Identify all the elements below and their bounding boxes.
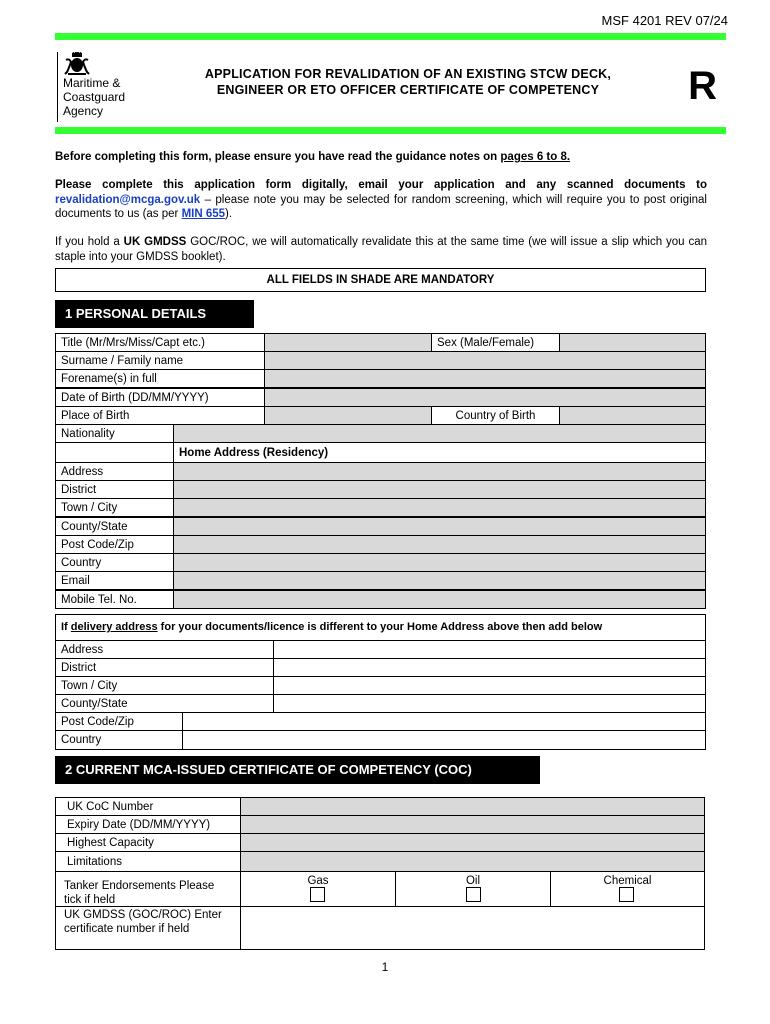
cob-label: Country of Birth	[431, 406, 560, 425]
delivery-address-label: Address	[55, 640, 274, 659]
tanker-chemical-checkbox[interactable]	[619, 887, 634, 902]
mandatory-fields-note: ALL FIELDS IN SHADE ARE MANDATORY	[55, 268, 706, 292]
delivery-district-label: District	[55, 658, 274, 677]
form-reference: MSF 4201 REV 07/24	[601, 13, 728, 28]
intro-gmdss	[55, 235, 707, 264]
home-country-field[interactable]	[173, 553, 706, 572]
delivery-postcode-label: Post Code/Zip	[55, 712, 183, 731]
home-address-label: Address	[55, 462, 174, 481]
tanker-gas-label: Gas	[307, 875, 329, 887]
surname-label: Surname / Family name	[55, 351, 265, 370]
form-title-line-1: APPLICATION FOR REVALIDATION OF AN EXISTING STCW DECK,	[204, 67, 612, 81]
mobile-label: Mobile Tel. No.	[55, 590, 174, 609]
delivery-postcode-field[interactable]	[182, 712, 706, 731]
intro-submission	[55, 178, 707, 222]
min-655-link[interactable]: MIN 655	[181, 208, 226, 220]
gmdss-bold: UK GMDSS	[123, 236, 187, 248]
email-label: Email	[55, 571, 174, 590]
nationality-label: Nationality	[55, 424, 174, 443]
logo-line-3: Agency	[63, 104, 104, 118]
submission-text-3: ).	[225, 208, 233, 220]
delivery-country-field[interactable]	[182, 730, 706, 750]
pob-field[interactable]	[264, 406, 432, 425]
coc-capacity-label: Highest Capacity	[55, 833, 241, 852]
home-town-field[interactable]	[173, 498, 706, 517]
delivery-country-label: Country	[55, 730, 183, 750]
gmdss-text-2: GOC/ROC, we will automatically revalidate this at the same time (we will issue a slip which you can staple into your GMDSS booklet).	[55, 236, 707, 263]
logo-line-1: Maritime &	[63, 76, 121, 90]
coc-number-field[interactable]	[240, 797, 705, 816]
tanker-oil-checkbox[interactable]	[466, 887, 481, 902]
home-postcode-field[interactable]	[173, 535, 706, 554]
email-field[interactable]	[173, 571, 706, 590]
intro-guidance	[55, 150, 707, 165]
tanker-oil-label: Oil	[465, 875, 481, 887]
delivery-note-suffix: for your documents/licence is different to your Home Address above then add below	[157, 621, 603, 633]
delivery-town-label: Town / City	[55, 676, 274, 695]
coc-limitations-field[interactable]	[240, 851, 705, 872]
delivery-address-field[interactable]	[273, 640, 706, 659]
home-district-label: District	[55, 480, 174, 499]
home-county-field[interactable]	[173, 517, 706, 536]
coc-limitations-label: Limitations	[55, 851, 241, 872]
dob-field[interactable]	[264, 388, 706, 407]
header-bottom-bar	[55, 127, 726, 134]
title-field[interactable]	[264, 333, 432, 352]
gmdss-field[interactable]	[240, 906, 705, 950]
form-type-letter: R	[688, 64, 717, 108]
delivery-note-underline: delivery address	[70, 621, 158, 633]
delivery-address-note	[55, 614, 706, 641]
home-postcode-label: Post Code/Zip	[55, 535, 174, 554]
tanker-gas-checkbox[interactable]	[310, 887, 325, 902]
home-county-label: County/State	[55, 517, 174, 536]
nationality-field[interactable]	[173, 424, 706, 443]
home-town-label: Town / City	[55, 498, 174, 517]
title-label: Title (Mr/Mrs/Miss/Capt etc.)	[55, 333, 265, 352]
sex-label: Sex (Male/Female)	[431, 333, 560, 352]
home-address-heading: Home Address (Residency)	[173, 442, 706, 463]
sex-field[interactable]	[559, 333, 706, 352]
coc-capacity-field[interactable]	[240, 833, 705, 852]
form-title-line-2: ENGINEER OR ETO OFFICER CERTIFICATE OF COMPETENCY	[216, 83, 600, 97]
coc-expiry-field[interactable]	[240, 815, 705, 834]
section-1-heading: 1 PERSONAL DETAILS	[55, 300, 254, 328]
home-address-spacer	[55, 442, 174, 463]
tanker-endorsements-label: Tanker Endorsements Please tick if held	[55, 871, 241, 907]
delivery-note-prefix: If	[61, 621, 71, 633]
forename-label: Forename(s) in full	[55, 369, 265, 388]
header-top-bar	[55, 33, 726, 40]
gmdss-text-1: If you hold a	[55, 236, 124, 248]
delivery-county-field[interactable]	[273, 694, 706, 713]
delivery-town-field[interactable]	[273, 676, 706, 695]
gmdss-label: UK GMDSS (GOC/ROC) Enter certificate number if held	[55, 906, 241, 950]
delivery-county-label: County/State	[55, 694, 274, 713]
home-address-field[interactable]	[173, 462, 706, 481]
home-country-label: Country	[55, 553, 174, 572]
logo-line-2: Coastguard	[63, 90, 126, 104]
mobile-field[interactable]	[173, 590, 706, 609]
pob-label: Place of Birth	[55, 406, 265, 425]
coc-expiry-label: Expiry Date (DD/MM/YYYY)	[55, 815, 241, 834]
section-2-heading: 2 CURRENT MCA-ISSUED CERTIFICATE OF COMPETENCY (COC)	[55, 756, 540, 784]
forename-field[interactable]	[264, 369, 706, 388]
revalidation-email-link[interactable]: revalidation@mcga.gov.uk	[55, 193, 201, 206]
dob-label: Date of Birth (DD/MM/YYYY)	[55, 388, 265, 407]
delivery-district-field[interactable]	[273, 658, 706, 677]
cob-field[interactable]	[559, 406, 706, 425]
form-title	[168, 66, 648, 98]
guidance-pages-link[interactable]: pages 6 to 8.	[500, 151, 571, 163]
intro-guidance-text: Before completing this form, please ensure you have read the guidance notes on	[55, 151, 501, 163]
tanker-chemical-label: Chemical	[603, 875, 652, 887]
royal-crest-icon	[64, 52, 90, 76]
surname-field[interactable]	[264, 351, 706, 370]
home-district-field[interactable]	[173, 480, 706, 499]
mca-logo	[57, 52, 152, 122]
coc-number-label: UK CoC Number	[55, 797, 241, 816]
submission-text-2: – please note you may be selected for random screening, which will require you to post original documents to us (as per	[55, 193, 707, 220]
submission-text-1: Please complete this application form digitally, email your application and any scanned documents to	[55, 179, 707, 191]
page-number: 1	[381, 960, 389, 974]
